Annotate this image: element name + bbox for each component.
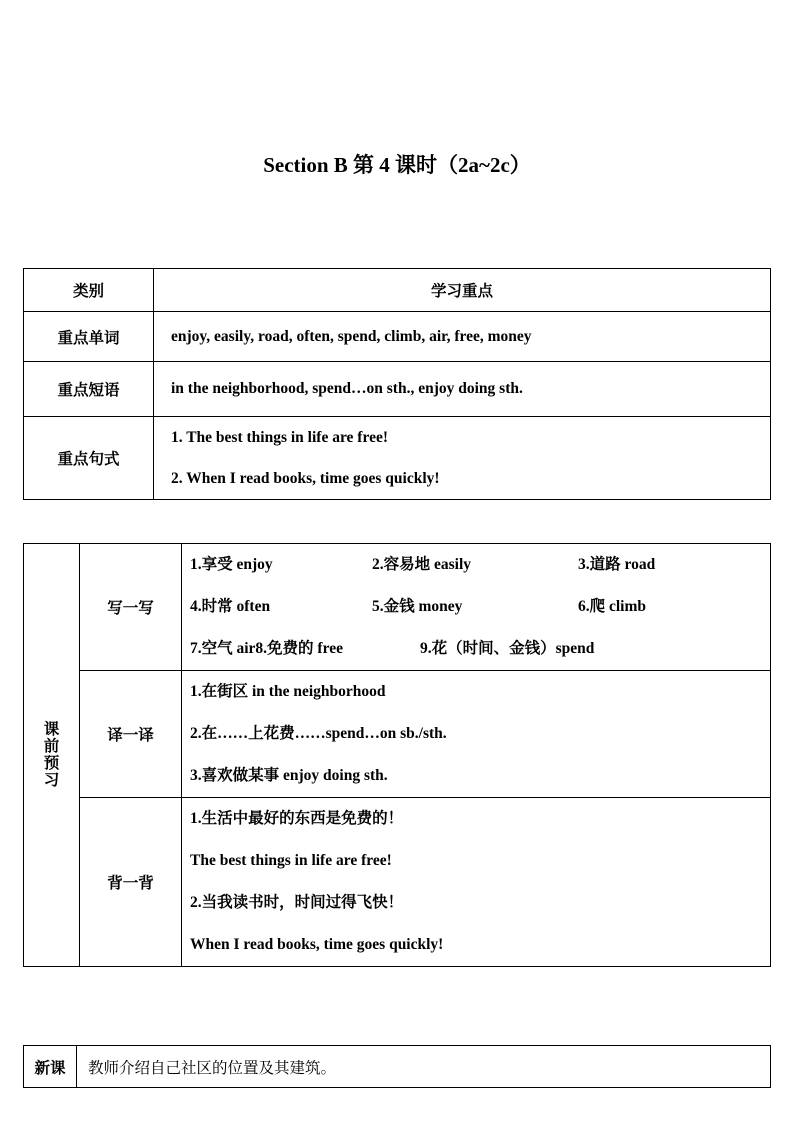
row-content bbox=[154, 417, 771, 500]
sentence-line: The best things in life are free! bbox=[190, 852, 392, 869]
vocab-item: 4.时常 often bbox=[190, 598, 271, 615]
vocab-row bbox=[190, 544, 770, 586]
row-category: 重点单词 bbox=[24, 312, 154, 362]
phrase-line: 1.在街区 in the neighborhood bbox=[190, 683, 386, 700]
table-row bbox=[24, 312, 771, 362]
sentence-line: 1. The best things in life are free! bbox=[171, 429, 388, 446]
write-label: 写一写 bbox=[80, 544, 182, 671]
recite-content bbox=[182, 798, 771, 967]
translate-label: 译一译 bbox=[80, 671, 182, 798]
vocab-row bbox=[190, 628, 770, 670]
sentence-line: 1.生活中最好的东西是免费的！ bbox=[190, 810, 404, 827]
sentence-line: When I read books, time goes quickly! bbox=[190, 936, 444, 953]
table-row bbox=[24, 544, 771, 671]
vocab-item: 5.金钱 money bbox=[372, 598, 463, 615]
section-label: 课前预习 bbox=[43, 721, 60, 789]
recite-label: 背一背 bbox=[80, 798, 182, 967]
preview-table bbox=[23, 543, 771, 967]
sentence-line: 2. When I read books, time goes quickly! bbox=[171, 470, 440, 487]
section-label-cell bbox=[24, 544, 80, 967]
vocab-item: 7.空气 air8.免费的 free bbox=[190, 640, 343, 657]
table-row bbox=[24, 362, 771, 417]
header-category: 类别 bbox=[24, 269, 154, 312]
table-row bbox=[24, 1046, 771, 1088]
phrase-line: 3.喜欢做某事 enjoy doing sth. bbox=[190, 767, 388, 784]
vocab-item: 3.道路 road bbox=[578, 556, 656, 573]
row-content: in the neighborhood, spend…on sth., enjoy doing sth. bbox=[154, 362, 771, 417]
vocab-item: 2.容易地 easily bbox=[372, 556, 472, 573]
row-category: 重点短语 bbox=[24, 362, 154, 417]
header-content: 学习重点 bbox=[154, 269, 771, 312]
table-row bbox=[24, 798, 771, 967]
table-row bbox=[24, 671, 771, 798]
write-content bbox=[182, 544, 771, 671]
new-lesson-table bbox=[23, 1045, 771, 1088]
translate-content bbox=[182, 671, 771, 798]
page-title: Section B 第 4 课时（2a~2c） bbox=[263, 153, 531, 177]
sentence-line: 2.当我读书时，时间过得飞快！ bbox=[190, 894, 404, 911]
new-lesson-text: 教师介绍自己社区的位置及其建筑。 bbox=[77, 1046, 771, 1088]
vocab-item: 9.花（时间、金钱）spend bbox=[420, 640, 595, 657]
table-header-row bbox=[24, 269, 771, 312]
focus-table bbox=[23, 268, 771, 500]
vocab-item: 1.享受 enjoy bbox=[190, 556, 273, 573]
phrase-line: 2.在……上花费……spend…on sb./sth. bbox=[190, 725, 447, 742]
table-row bbox=[24, 417, 771, 500]
new-lesson-label: 新课 bbox=[24, 1046, 77, 1088]
row-content: enjoy, easily, road, often, spend, climb, air, free, money bbox=[154, 312, 771, 362]
vocab-item: 6.爬 climb bbox=[578, 598, 647, 615]
vocab-row bbox=[190, 586, 770, 628]
row-category: 重点句式 bbox=[24, 417, 154, 500]
